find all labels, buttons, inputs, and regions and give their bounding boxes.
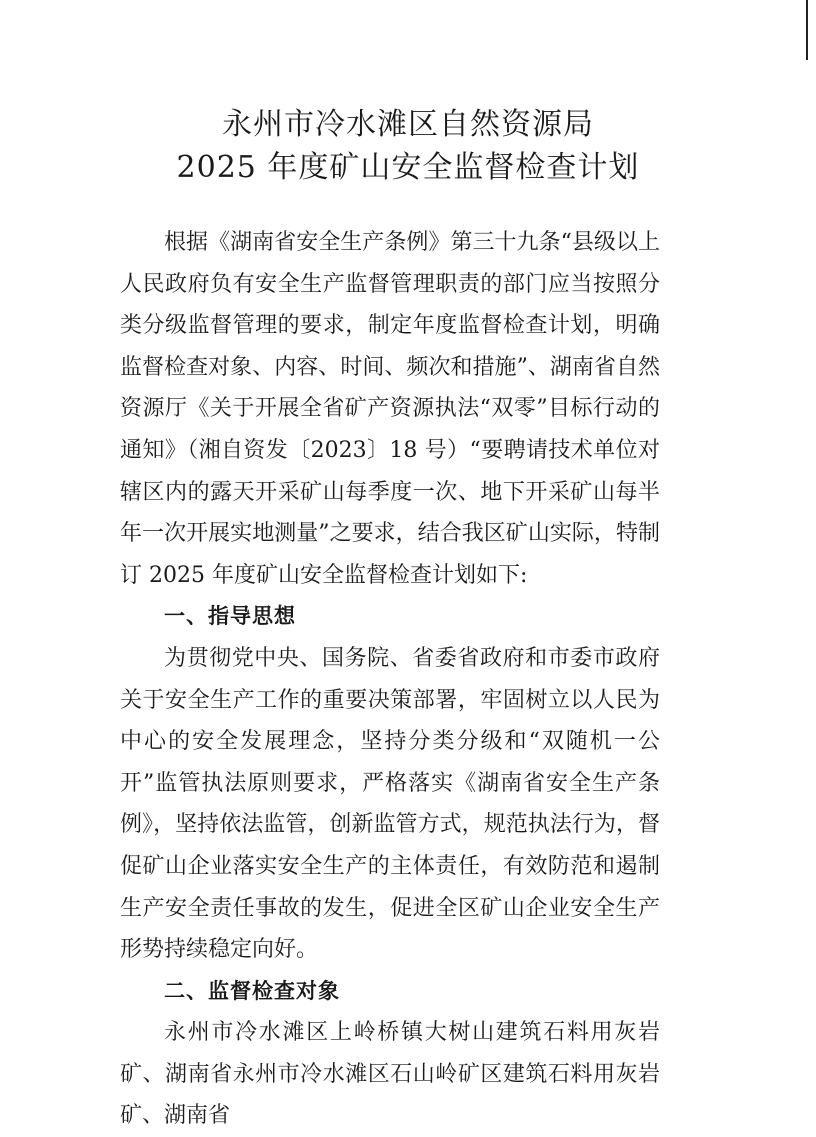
section1-heading: 一、指导思想 xyxy=(164,604,296,629)
document-title-line2: 2025 年度矿山安全监督检查计划 xyxy=(176,150,640,185)
section1-paragraph: 为贯彻党中央、国务院、省委省政府和市委市政府关于安全生产工作的重要决策部署，牢固树立以人民为中心的安全发展理念，坚持分类分级和“双随机一公开”监管执法原则要求，严格落实《湖南省安全生产条例》，坚持依法监管，创新监管方式，规范执法行为，督促矿山企业落实安全生产的主体责任，有效防范和遏制生产安全责任事故的发生，促进全区矿山企业安全生产形势持续稳定向好。 xyxy=(120,645,660,963)
section2-heading: 二、监督检查对象 xyxy=(164,978,340,1003)
document-title-line1: 永州市冷水滩区自然资源局 xyxy=(222,107,594,142)
section2-paragraph: 永州市冷水滩区上岭桥镇大树山建筑石料用灰岩矿、湖南省永州市冷水滩区石山岭矿区建筑石料用灰岩矿、湖南省 xyxy=(120,1020,660,1129)
document-body xyxy=(120,222,660,1137)
intro-paragraph: 根据《湖南省安全生产条例》第三十九条“县级以上人民政府负有安全生产监督管理职责的部门应当按照分类分级监督管理的要求，制定年度监督检查计划，明确监督检查对象、内容、时间、频次和措施”、湖南省自然资源厅《关于开展全省矿产资源执法“双零”目标行动的通知》（湘自资发〔2023〕18 号）“要聘请技术单位对辖区内的露天开采矿山每季度一次、地下开采矿山每半年一次开展实地测量”之要求，结合我区矿山实际，特制订 2025 年度矿山安全监督检查计划如下: xyxy=(120,230,660,588)
scan-edge-line xyxy=(806,0,808,60)
